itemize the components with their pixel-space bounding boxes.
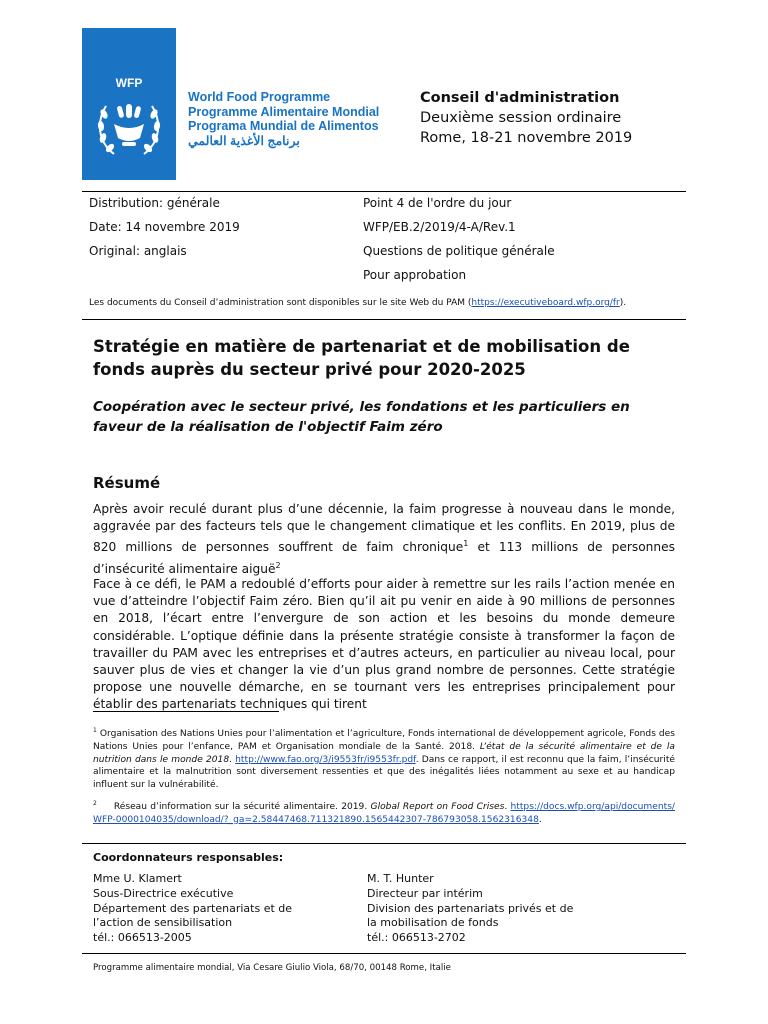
footnote-separator [93, 711, 279, 712]
contact-left-phone: tél.: 066513-2005 [93, 931, 192, 945]
meta-agenda-item: Point 4 de l'ordre du jour [363, 196, 512, 210]
contact-hunter [367, 872, 573, 946]
contact-right-name: M. T. Hunter [367, 872, 434, 885]
footnote-ref-2[interactable]: 2 [275, 560, 281, 570]
summary-p1-text: Après avoir reculé durant plus d’une décennie, la faim progresse à nouveau dans le monde, aggravée par des facteurs tels que le changement climatique et les conflits. En 2019, plus de 820 millions de personnes souffrent de faim chronique [93, 502, 675, 555]
contact-left-name: Mme U. Klamert [93, 872, 182, 885]
agenda-meta [363, 191, 555, 287]
meta-action: Pour approbation [363, 268, 467, 282]
council-session: Deuxième session ordinaire [420, 110, 622, 126]
page-footer: Programme alimentaire mondial, Via Cesare Giulio Viola, 68/70, 00148 Rome, Italie [93, 963, 451, 973]
footnote-2-sep: . [504, 802, 511, 813]
notice-text-end: ). [619, 298, 627, 308]
contacts-divider [82, 843, 686, 844]
footnote-1-text: Organisation des Nations Unies pour l’alimentation et l’agriculture, Fonds international de développement agricole, Fonds des Nations Unies pour l’enfance, PAM et Organisation mondiale de la Santé. 2018. [93, 729, 675, 752]
notice-divider [82, 319, 686, 320]
footnote-2-text: Réseau d’information sur la sécurité alimentaire. 2019. [113, 802, 371, 813]
contact-klamert [93, 872, 292, 946]
footnote-1-sep: . [229, 754, 236, 765]
council-info [420, 88, 632, 148]
un-wreath-icon [92, 86, 166, 164]
council-place-date: Rome, 18-21 novembre 2019 [420, 130, 633, 146]
contact-left-dept-1: Département des partenariats et de [93, 901, 293, 915]
summary-paragraph-2: Face à ce défi, le PAM a redoublé d’efforts pour aider à remettre sur les rails l’action menée en vue d’atteindre l’objectif Faim zéro. Bien qu’il ait pu venir en aide à 90 millions de personnes en 2018, l’écart entre l’envergure de son action et les besoins du monde demeure considérable. L’optique définie dans la présente stratégie consiste à transformer la façon de travailler du PAM avec les entreprises et d’autres acteurs, en particulier au niveau local, pour sauver plus de vies et changer la vie d’un plus grand nombre de personnes. Cette stratégie propose une nouvelle démarche, en se tournant vers les entreprises principalement pour établir des partenariats techniques qui tirent [93, 577, 675, 712]
footnote-2-text-end: . [538, 814, 542, 825]
contact-left-dept-2: l’action de sensibilisation [93, 916, 233, 930]
document-title: Stratégie en matière de partenariat et de mobilisation de fonds auprès du secteur privé pour 2020-2025 [93, 337, 630, 379]
executive-board-link[interactable]: https://executiveboard.wfp.org/fr [471, 298, 620, 308]
footnote-1-text-end: . Dans ce rapport, il est reconnu que la faim, l’insécurité alimentaire et la malnutrition sont diversement ressenties et que des inégalités liées notamment au sexe et au handicap influent sur la vulnérabilité. [93, 754, 675, 791]
org-name-en: World Food Programme [188, 90, 331, 104]
footer-divider [82, 953, 686, 954]
contacts-heading: Coordonnateurs responsables: [93, 851, 284, 864]
fao-report-link[interactable]: http://www.fao.org/3/i9553fr/i9553fr.pdf [235, 754, 416, 765]
contact-left-role: Sous-Directrice exécutive [93, 886, 234, 900]
footnote-ref-1[interactable]: 1 [463, 539, 469, 549]
wfp-logo [82, 28, 176, 180]
meta-document-symbol: WFP/EB.2/2019/4-A/Rev.1 [363, 220, 516, 234]
footnote-2 [93, 798, 675, 827]
notice-text: Les documents du Conseil d’administration sont disponibles sur le site Web du PAM ( [89, 298, 472, 308]
council-title: Conseil d'administration [420, 90, 620, 106]
footnote-1-title: L’état de la sécurité alimentaire et de la nutrition dans le monde 2018 [93, 741, 675, 765]
logo-acronym: WFP [115, 76, 143, 90]
distribution-meta [89, 191, 240, 263]
footnote-2-title: Global Report on Food Crises [370, 802, 505, 813]
global-report-link[interactable]: https://docs.wfp.org/api/documents/WFP-0000104035/download/?_ga=2.58447468.711321890.1565442307-786793058.1562316348 [93, 802, 675, 825]
meta-distribution: Distribution: générale [89, 196, 220, 210]
document-subtitle: Coopération avec le secteur privé, les fondations et les particuliers en faveur de la réalisation de l'objectif Faim zéro [93, 399, 630, 435]
contact-right-dept-2: la mobilisation de fonds [367, 916, 499, 930]
meta-original: Original: anglais [89, 244, 187, 258]
summary-heading: Résumé [93, 474, 161, 492]
meta-category: Questions de politique générale [363, 244, 555, 258]
contact-right-role: Directeur par intérim [367, 886, 483, 900]
organization-names [188, 90, 379, 148]
meta-date: Date: 14 novembre 2019 [89, 220, 240, 234]
contact-right-phone: tél.: 066513-2702 [367, 931, 466, 945]
footnote-1 [93, 725, 675, 792]
org-name-fr: Programme Alimentaire Mondial [188, 104, 380, 119]
summary-paragraph-1 [93, 501, 675, 578]
org-name-ar: برنامج الأغذية العالمي [188, 133, 300, 148]
contact-right-dept-1: Division des partenariats privés et de [367, 901, 574, 915]
org-name-es: Programa Mundial de Alimentos [188, 119, 379, 133]
footnote-1-number: 1 [93, 727, 97, 734]
summary-p1-text-end: et 113 millions de personnes d’insécurité alimentaire aiguë [93, 540, 675, 576]
documents-notice [89, 298, 626, 308]
footnote-2-number: 2 [93, 800, 97, 807]
